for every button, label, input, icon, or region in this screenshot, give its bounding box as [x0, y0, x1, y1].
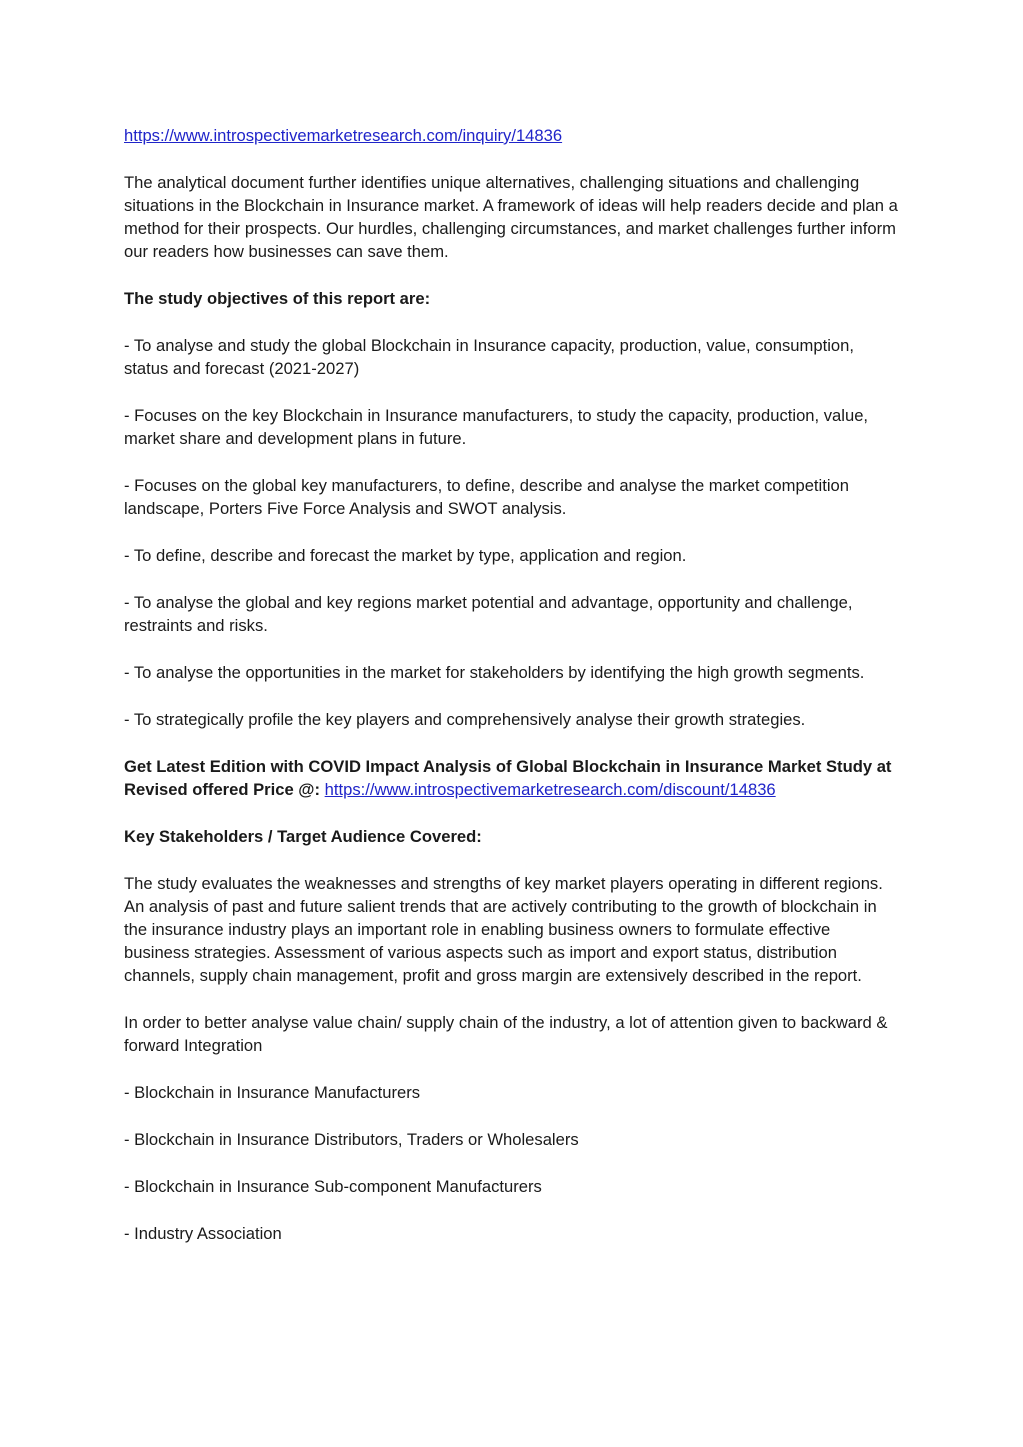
inquiry-paragraph — [124, 124, 899, 147]
objective-item: - To define, describe and forecast the market by type, application and region. — [124, 546, 687, 565]
document-page — [124, 124, 899, 1269]
intro-paragraph: The analytical document further identifies unique alternatives, challenging situations and challenging situations in the Blockchain in Insurance market. A framework of ideas will help readers decide and plan a method for their prospects. Our hurdles, challenging circumstances, and market challenges further inform our readers how businesses can save them. — [124, 173, 898, 261]
value-chain-item: - Blockchain in Insurance Distributors, Traders or Wholesalers — [124, 1130, 579, 1149]
objective-item: - Focuses on the key Blockchain in Insurance manufacturers, to study the capacity, production, value, market share and development plans in future. — [124, 406, 869, 448]
covid-offer-paragraph — [124, 755, 899, 801]
objective-item: - To strategically profile the key players and comprehensively analyse their growth strategies. — [124, 710, 806, 729]
inquiry-link[interactable]: https://www.introspectivemarketresearch.com/inquiry/14836 — [124, 126, 563, 145]
value-chain-item: - Blockchain in Insurance Sub-component Manufacturers — [124, 1177, 542, 1196]
objective-item: - To analyse and study the global Blockchain in Insurance capacity, production, value, consumption, status and forecast (2021-2027) — [124, 336, 854, 378]
value-chain-item: - Industry Association — [124, 1224, 282, 1243]
value-chain-item: - Blockchain in Insurance Manufacturers — [124, 1083, 421, 1102]
covid-offer-text: Get Latest Edition with COVID Impact Analysis of Global Blockchain in Insurance Market Study at Revised offered Price @: — [124, 757, 892, 799]
objective-item: - Focuses on the global key manufacturers, to define, describe and analyse the market competition landscape, Porters Five Force Analysis and SWOT analysis. — [124, 476, 849, 518]
stakeholders-heading: Key Stakeholders / Target Audience Covered: — [124, 827, 482, 846]
discount-link[interactable]: https://www.introspectivemarketresearch.com/discount/14836 — [324, 780, 776, 799]
objectives-heading: The study objectives of this report are: — [124, 289, 431, 308]
objective-item: - To analyse the global and key regions market potential and advantage, opportunity and challenge, restraints and risks. — [124, 593, 853, 635]
stakeholders-paragraph: The study evaluates the weaknesses and strengths of key market players operating in different regions. An analysis of past and future salient trends that are actively contributing to the growth of blockchain in the insurance industry plays an important role in enabling business owners to formulate effective business strategies. Assessment of various aspects such as import and export status, distribution channels, supply chain management, profit and gross margin are extensively described in the report. — [124, 874, 883, 985]
value-chain-paragraph: In order to better analyse value chain/ supply chain of the industry, a lot of attention given to backward & forward Integration — [124, 1013, 888, 1055]
objective-item: - To analyse the opportunities in the market for stakeholders by identifying the high growth segments. — [124, 663, 865, 682]
